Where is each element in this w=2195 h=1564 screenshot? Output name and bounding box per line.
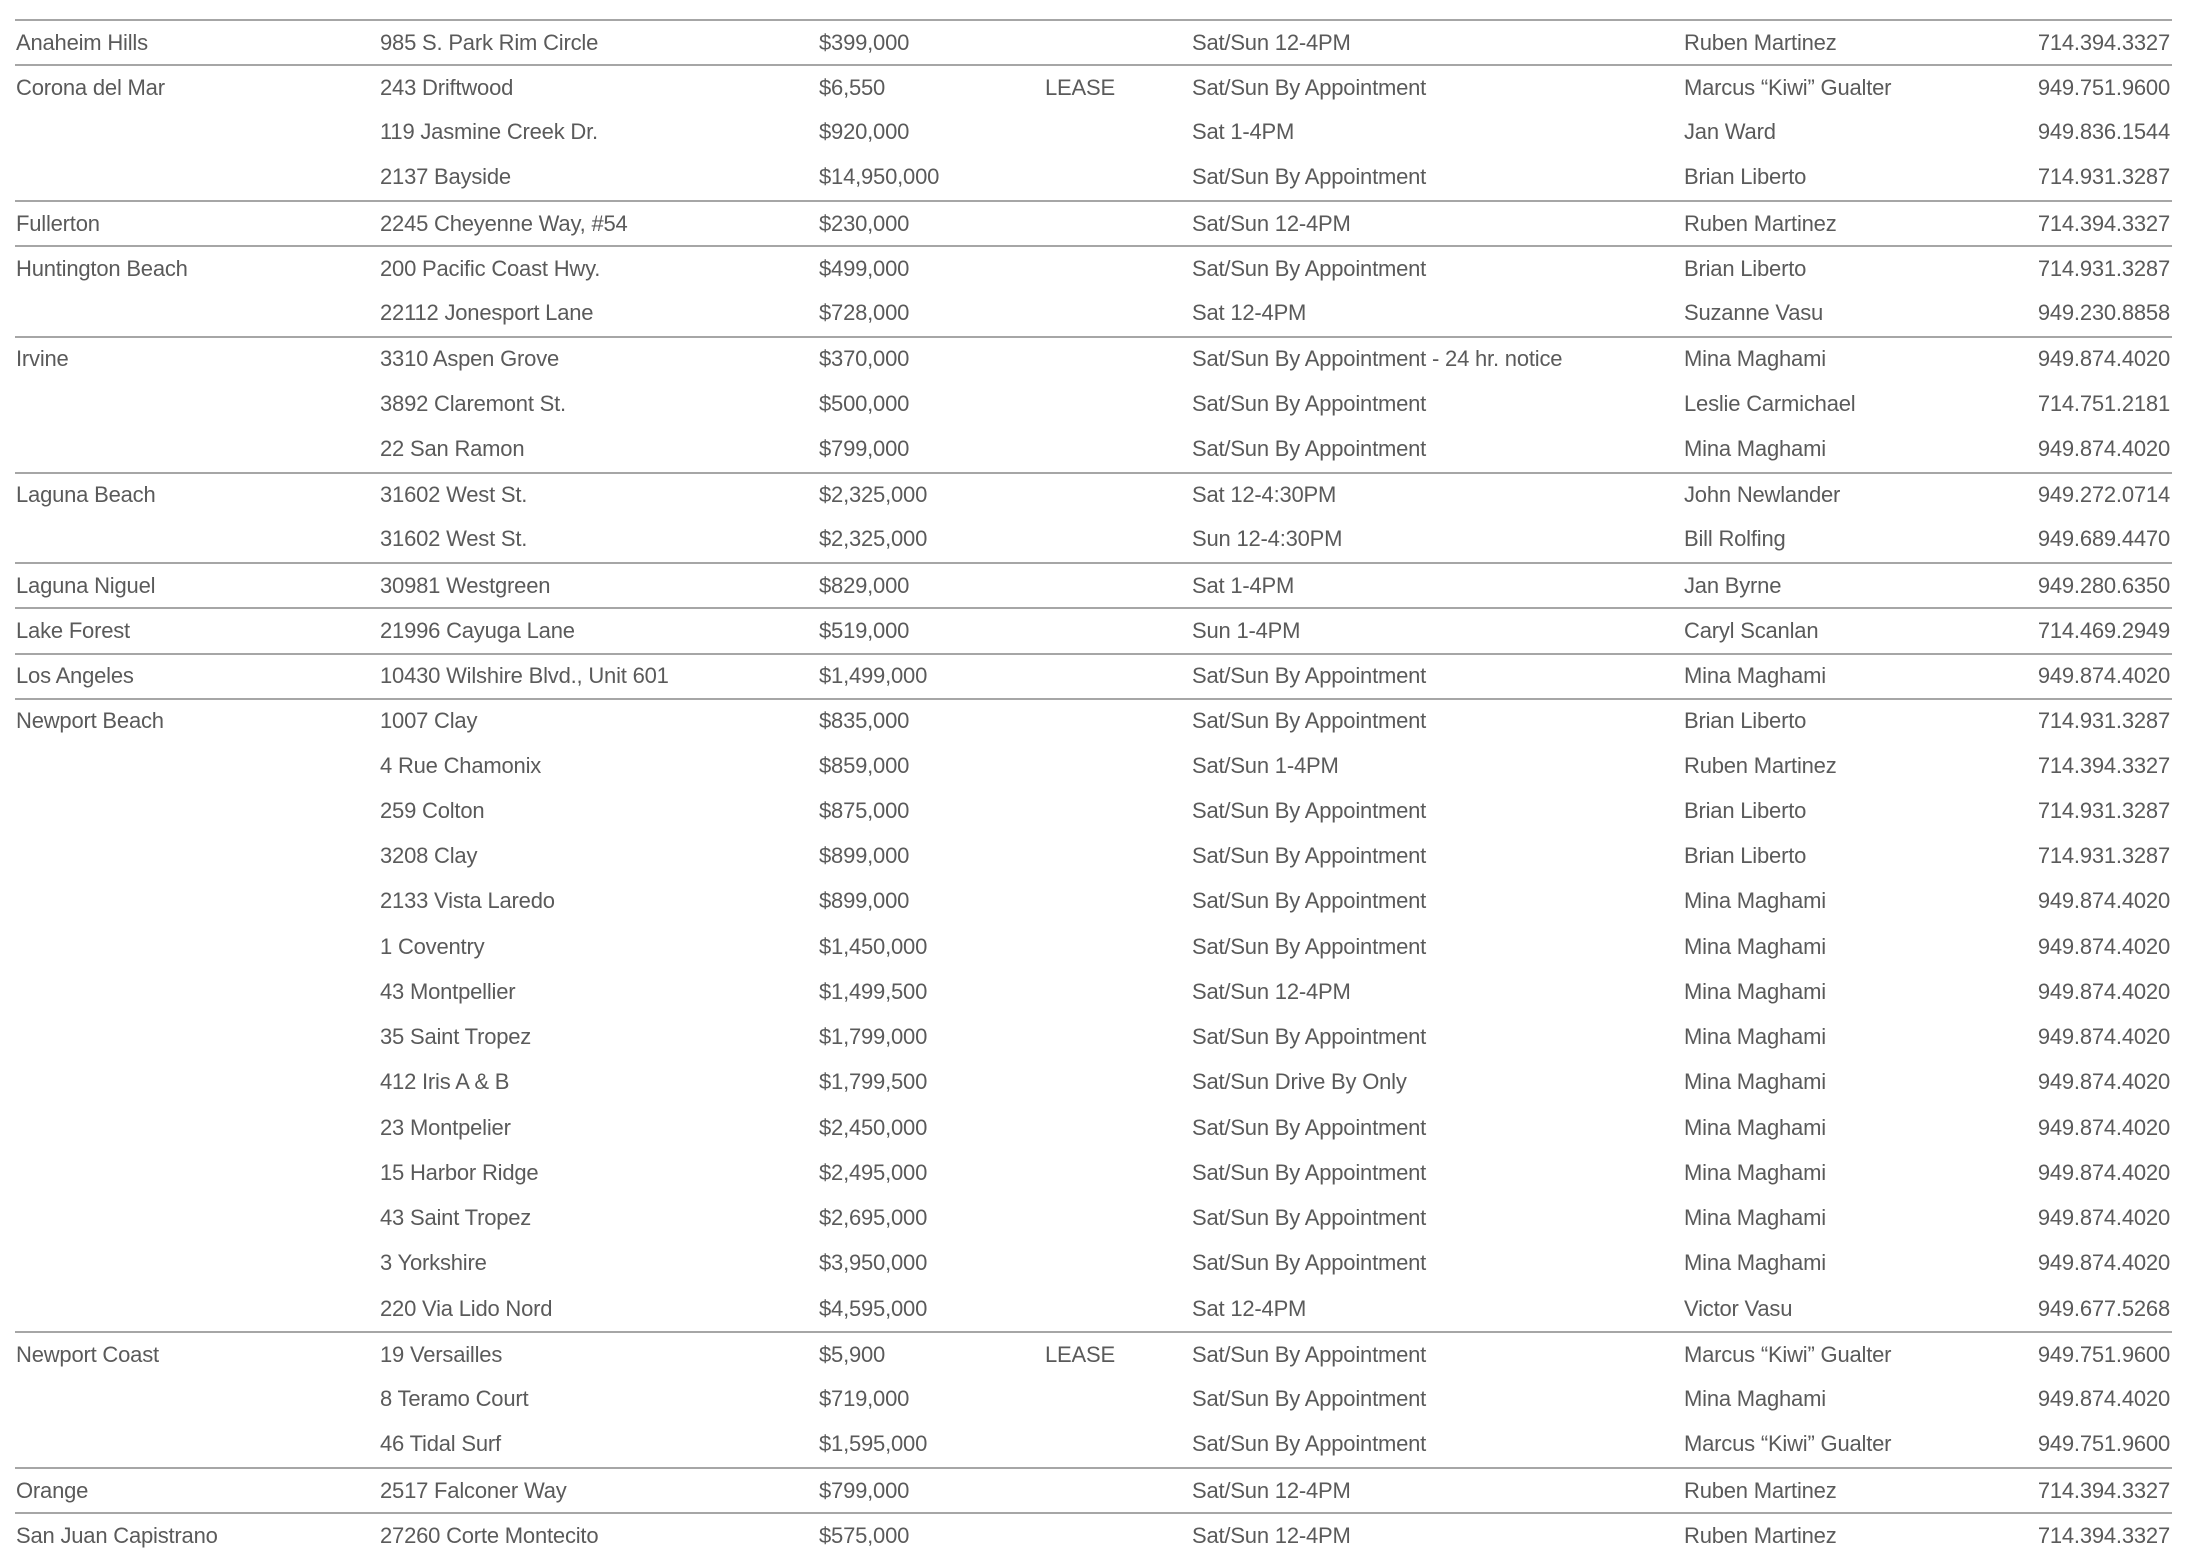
- agent-phone: 949.874.4020: [2037, 1159, 2170, 1185]
- listing-address: 3 Yorkshire: [380, 1250, 487, 1276]
- listing-address: 119 Jasmine Creek Dr.: [380, 119, 598, 145]
- open-house-hours: Sat/Sun By Appointment: [1192, 888, 1427, 914]
- agent-name: Jan Ward: [1684, 119, 1776, 145]
- listing-address: 10430 Wilshire Blvd., Unit 601: [380, 663, 669, 689]
- agent-phone: 949.874.4020: [2037, 888, 2170, 914]
- table-row: [15, 1422, 2172, 1467]
- agent-name: Mina Maghami: [1684, 933, 1826, 959]
- open-house-hours: Sat/Sun 12-4PM: [1192, 1477, 1351, 1503]
- listing-type: LEASE: [1045, 74, 1115, 100]
- agent-phone: 949.689.4470: [2037, 526, 2170, 552]
- city-name: Laguna Niguel: [16, 572, 156, 598]
- listing-address: 30981 Westgreen: [380, 572, 551, 598]
- open-house-listing-table: [15, 19, 2172, 1558]
- open-house-hours: Sat/Sun By Appointment: [1192, 663, 1427, 689]
- listing-address: 200 Pacific Coast Hwy.: [380, 255, 601, 281]
- listing-price: $899,000: [819, 843, 910, 869]
- listing-price: $4,595,000: [819, 1295, 928, 1321]
- open-house-hours: Sat 12-4PM: [1192, 1295, 1307, 1321]
- agent-phone: 714.394.3327: [2037, 1477, 2170, 1503]
- agent-phone: 949.874.4020: [2037, 978, 2170, 1004]
- agent-name: Jan Byrne: [1684, 572, 1782, 598]
- listing-address: 2245 Cheyenne Way, #54: [380, 210, 628, 236]
- table-row: [15, 1514, 2172, 1557]
- agent-name: Ruben Martinez: [1684, 1522, 1837, 1548]
- listing-price: $2,450,000: [819, 1114, 928, 1140]
- table-row: [15, 474, 2172, 517]
- agent-phone: 714.751.2181: [2037, 390, 2170, 416]
- city-name: Laguna Beach: [16, 482, 156, 508]
- table-row: [15, 517, 2172, 562]
- city-group: [15, 64, 2172, 200]
- listing-address: 22 San Ramon: [380, 435, 525, 461]
- open-house-hours: Sun 12-4:30PM: [1192, 526, 1343, 552]
- agent-name: Marcus “Kiwi” Gualter: [1684, 1341, 1892, 1367]
- listing-address: 243 Driftwood: [380, 74, 514, 100]
- listing-price: $1,799,000: [819, 1024, 928, 1050]
- listing-address: 2133 Vista Laredo: [380, 888, 555, 914]
- table-row: [15, 879, 2172, 924]
- listing-price: $230,000: [819, 210, 910, 236]
- listing-price: $719,000: [819, 1386, 910, 1412]
- listing-price: $899,000: [819, 888, 910, 914]
- agent-phone: 949.751.9600: [2037, 74, 2170, 100]
- agent-phone: 714.931.3287: [2037, 164, 2170, 190]
- open-house-hours: Sat/Sun By Appointment: [1192, 164, 1427, 190]
- listing-address: 3208 Clay: [380, 843, 478, 869]
- listing-price: $2,695,000: [819, 1205, 928, 1231]
- listing-price: $829,000: [819, 572, 910, 598]
- agent-name: Marcus “Kiwi” Gualter: [1684, 1431, 1892, 1457]
- agent-name: Mina Maghami: [1684, 1024, 1826, 1050]
- listing-address: 31602 West St.: [380, 482, 528, 508]
- city-name: Anaheim Hills: [16, 29, 148, 55]
- city-name: Lake Forest: [16, 617, 130, 643]
- listing-price: $499,000: [819, 255, 910, 281]
- listing-price: $799,000: [819, 1477, 910, 1503]
- table-row: [15, 1241, 2172, 1286]
- open-house-hours: Sat/Sun 12-4PM: [1192, 978, 1351, 1004]
- table-row: [15, 66, 2172, 109]
- table-row: [15, 1105, 2172, 1150]
- open-house-hours: Sat/Sun 1-4PM: [1192, 752, 1339, 778]
- agent-name: Mina Maghami: [1684, 1386, 1826, 1412]
- agent-name: Mina Maghami: [1684, 663, 1826, 689]
- agent-phone: 949.280.6350: [2037, 572, 2170, 598]
- city-group: [15, 653, 2172, 698]
- open-house-hours: Sat/Sun By Appointment: [1192, 797, 1427, 823]
- listing-type: LEASE: [1045, 1341, 1115, 1367]
- agent-name: John Newlander: [1684, 482, 1841, 508]
- open-house-hours: Sat 1-4PM: [1192, 119, 1295, 145]
- table-row: [15, 291, 2172, 336]
- listing-address: 22112 Jonesport Lane: [380, 300, 594, 326]
- listing-price: $799,000: [819, 435, 910, 461]
- agent-name: Mina Maghami: [1684, 1205, 1826, 1231]
- agent-name: Leslie Carmichael: [1684, 390, 1856, 416]
- agent-name: Mina Maghami: [1684, 888, 1826, 914]
- agent-phone: 949.874.4020: [2037, 435, 2170, 461]
- agent-phone: 714.394.3327: [2037, 29, 2170, 55]
- open-house-hours: Sat/Sun By Appointment: [1192, 1205, 1427, 1231]
- agent-phone: 949.874.4020: [2037, 933, 2170, 959]
- city-name: San Juan Capistrano: [16, 1522, 218, 1548]
- open-house-hours: Sat 12-4:30PM: [1192, 482, 1337, 508]
- agent-name: Caryl Scanlan: [1684, 617, 1819, 643]
- listing-address: 2137 Bayside: [380, 164, 511, 190]
- listing-price: $2,495,000: [819, 1159, 928, 1185]
- listing-price: $519,000: [819, 617, 910, 643]
- agent-name: Mina Maghami: [1684, 978, 1826, 1004]
- agent-phone: 949.751.9600: [2037, 1431, 2170, 1457]
- listing-price: $2,325,000: [819, 526, 928, 552]
- listing-price: $1,595,000: [819, 1431, 928, 1457]
- agent-phone: 949.836.1544: [2037, 119, 2170, 145]
- city-group: [15, 1331, 2172, 1467]
- listing-address: 31602 West St.: [380, 526, 528, 552]
- agent-phone: 949.874.4020: [2037, 663, 2170, 689]
- open-house-hours: Sat/Sun By Appointment: [1192, 255, 1427, 281]
- agent-phone: 714.931.3287: [2037, 843, 2170, 869]
- listing-address: 985 S. Park Rim Circle: [380, 29, 599, 55]
- listing-price: $14,950,000: [819, 164, 940, 190]
- listing-price: $399,000: [819, 29, 910, 55]
- agent-name: Suzanne Vasu: [1684, 300, 1824, 326]
- agent-phone: 714.931.3287: [2037, 797, 2170, 823]
- listing-address: 8 Teramo Court: [380, 1386, 529, 1412]
- listing-price: $3,950,000: [819, 1250, 928, 1276]
- listing-address: 412 Iris A & B: [380, 1069, 510, 1095]
- agent-name: Brian Liberto: [1684, 164, 1807, 190]
- open-house-hours: Sat 12-4PM: [1192, 300, 1307, 326]
- open-house-hours: Sat/Sun By Appointment: [1192, 708, 1427, 734]
- agent-name: Mina Maghami: [1684, 1159, 1826, 1185]
- agent-name: Mina Maghami: [1684, 435, 1826, 461]
- city-group: [15, 562, 2172, 607]
- open-house-hours: Sat/Sun By Appointment: [1192, 390, 1427, 416]
- agent-phone: 714.394.3327: [2037, 1522, 2170, 1548]
- listing-address: 23 Montpelier: [380, 1114, 511, 1140]
- open-house-hours: Sat/Sun By Appointment - 24 hr. notice: [1192, 346, 1563, 372]
- city-group: [15, 472, 2172, 563]
- table-row: [15, 155, 2172, 200]
- agent-phone: 714.394.3327: [2037, 210, 2170, 236]
- table-row: [15, 1060, 2172, 1105]
- agent-phone: 949.874.4020: [2037, 1114, 2170, 1140]
- open-house-hours: Sat 1-4PM: [1192, 572, 1295, 598]
- agent-name: Brian Liberto: [1684, 708, 1807, 734]
- city-name: Newport Beach: [16, 708, 164, 734]
- listing-price: $1,499,500: [819, 978, 928, 1004]
- listing-address: 220 Via Lido Nord: [380, 1295, 553, 1321]
- open-house-hours: Sat/Sun By Appointment: [1192, 1386, 1427, 1412]
- listing-price: $875,000: [819, 797, 910, 823]
- city-group: [15, 200, 2172, 245]
- city-group: [15, 1467, 2172, 1512]
- open-house-hours: Sat/Sun By Appointment: [1192, 843, 1427, 869]
- listing-price: $1,499,000: [819, 663, 928, 689]
- listing-price: $500,000: [819, 390, 910, 416]
- city-group: [15, 336, 2172, 472]
- open-house-hours: Sat/Sun By Appointment: [1192, 1341, 1427, 1367]
- listing-price: $728,000: [819, 300, 910, 326]
- table-row: [15, 788, 2172, 833]
- agent-phone: 949.874.4020: [2037, 1024, 2170, 1050]
- listing-address: 21996 Cayuga Lane: [380, 617, 575, 643]
- city-group: [15, 19, 2172, 64]
- listing-price: $835,000: [819, 708, 910, 734]
- table-row: [15, 1015, 2172, 1060]
- agent-phone: 949.272.0714: [2037, 482, 2170, 508]
- listing-address: 4 Rue Chamonix: [380, 752, 542, 778]
- agent-name: Victor Vasu: [1684, 1295, 1793, 1321]
- city-group: [15, 1512, 2172, 1557]
- table-row: [15, 247, 2172, 290]
- table-row: [15, 924, 2172, 969]
- agent-name: Brian Liberto: [1684, 843, 1807, 869]
- open-house-hours: Sat/Sun By Appointment: [1192, 933, 1427, 959]
- agent-phone: 949.751.9600: [2037, 1341, 2170, 1367]
- agent-phone: 949.874.4020: [2037, 1386, 2170, 1412]
- open-house-hours: Sat/Sun By Appointment: [1192, 1431, 1427, 1457]
- city-name: Corona del Mar: [16, 74, 165, 100]
- agent-name: Ruben Martinez: [1684, 1477, 1837, 1503]
- open-house-hours: Sat/Sun 12-4PM: [1192, 1522, 1351, 1548]
- city-group: [15, 245, 2172, 336]
- listing-price: $920,000: [819, 119, 910, 145]
- listing-price: $1,799,500: [819, 1069, 928, 1095]
- table-row: [15, 609, 2172, 652]
- table-row: [15, 338, 2172, 381]
- listing-address: 3892 Claremont St.: [380, 390, 566, 416]
- agent-phone: 949.874.4020: [2037, 1205, 2170, 1231]
- agent-name: Ruben Martinez: [1684, 210, 1837, 236]
- agent-name: Ruben Martinez: [1684, 29, 1837, 55]
- table-row: [15, 381, 2172, 426]
- listing-address: 3310 Aspen Grove: [380, 346, 560, 372]
- agent-phone: 714.931.3287: [2037, 255, 2170, 281]
- agent-name: Mina Maghami: [1684, 1069, 1826, 1095]
- open-house-hours: Sat/Sun By Appointment: [1192, 1250, 1427, 1276]
- agent-phone: 949.874.4020: [2037, 1069, 2170, 1095]
- listing-address: 46 Tidal Surf: [380, 1431, 501, 1457]
- agent-phone: 949.230.8858: [2037, 300, 2170, 326]
- open-house-hours: Sat/Sun By Appointment: [1192, 435, 1427, 461]
- agent-phone: 949.874.4020: [2037, 1250, 2170, 1276]
- agent-phone: 949.874.4020: [2037, 346, 2170, 372]
- city-name: Orange: [16, 1477, 89, 1503]
- listing-address: 35 Saint Tropez: [380, 1024, 532, 1050]
- listing-price: $6,550: [819, 74, 886, 100]
- open-house-hours: Sat/Sun By Appointment: [1192, 74, 1427, 100]
- city-name: Irvine: [16, 346, 69, 372]
- agent-name: Bill Rolfing: [1684, 526, 1786, 552]
- table-row: [15, 1150, 2172, 1195]
- table-row: [15, 834, 2172, 879]
- open-house-hours: Sat/Sun By Appointment: [1192, 1114, 1427, 1140]
- city-name: Fullerton: [16, 210, 100, 236]
- table-row: [15, 21, 2172, 64]
- table-row: [15, 1286, 2172, 1331]
- listing-price: $370,000: [819, 346, 910, 372]
- agent-phone: 949.677.5268: [2037, 1295, 2170, 1321]
- listing-price: $1,450,000: [819, 933, 928, 959]
- table-row: [15, 110, 2172, 155]
- agent-phone: 714.394.3327: [2037, 752, 2170, 778]
- city-name: Newport Coast: [16, 1341, 159, 1367]
- city-group: [15, 607, 2172, 652]
- table-row: [15, 655, 2172, 698]
- open-house-hours: Sun 1-4PM: [1192, 617, 1301, 643]
- listing-address: 15 Harbor Ridge: [380, 1159, 539, 1185]
- table-row: [15, 969, 2172, 1014]
- table-row: [15, 1196, 2172, 1241]
- agent-phone: 714.931.3287: [2037, 708, 2170, 734]
- open-house-hours: Sat/Sun Drive By Only: [1192, 1069, 1407, 1095]
- listing-address: 1 Coventry: [380, 933, 485, 959]
- table-row: [15, 700, 2172, 743]
- open-house-hours: Sat/Sun 12-4PM: [1192, 210, 1351, 236]
- agent-name: Ruben Martinez: [1684, 752, 1837, 778]
- listing-price: $5,900: [819, 1341, 886, 1367]
- agent-phone: 714.469.2949: [2037, 617, 2170, 643]
- listing-address: 19 Versailles: [380, 1341, 503, 1367]
- agent-name: Mina Maghami: [1684, 1250, 1826, 1276]
- city-name: Los Angeles: [16, 663, 134, 689]
- table-row: [15, 202, 2172, 245]
- table-row: [15, 426, 2172, 471]
- city-name: Huntington Beach: [16, 255, 188, 281]
- table-row: [15, 1333, 2172, 1376]
- table-row: [15, 1377, 2172, 1422]
- listing-price: $859,000: [819, 752, 910, 778]
- table-row: [15, 743, 2172, 788]
- city-group: [15, 698, 2172, 1332]
- listing-address: 2517 Falconer Way: [380, 1477, 567, 1503]
- listing-address: 27260 Corte Montecito: [380, 1522, 599, 1548]
- open-house-hours: Sat/Sun 12-4PM: [1192, 29, 1351, 55]
- listing-price: $2,325,000: [819, 482, 928, 508]
- agent-name: Brian Liberto: [1684, 797, 1807, 823]
- open-house-hours: Sat/Sun By Appointment: [1192, 1159, 1427, 1185]
- agent-name: Mina Maghami: [1684, 346, 1826, 372]
- listing-address: 259 Colton: [380, 797, 485, 823]
- table-row: [15, 1469, 2172, 1512]
- agent-name: Mina Maghami: [1684, 1114, 1826, 1140]
- listing-price: $575,000: [819, 1522, 910, 1548]
- listing-address: 43 Montpellier: [380, 978, 516, 1004]
- agent-name: Brian Liberto: [1684, 255, 1807, 281]
- agent-name: Marcus “Kiwi” Gualter: [1684, 74, 1892, 100]
- listing-address: 43 Saint Tropez: [380, 1205, 532, 1231]
- open-house-hours: Sat/Sun By Appointment: [1192, 1024, 1427, 1050]
- listing-address: 1007 Clay: [380, 708, 478, 734]
- table-row: [15, 564, 2172, 607]
